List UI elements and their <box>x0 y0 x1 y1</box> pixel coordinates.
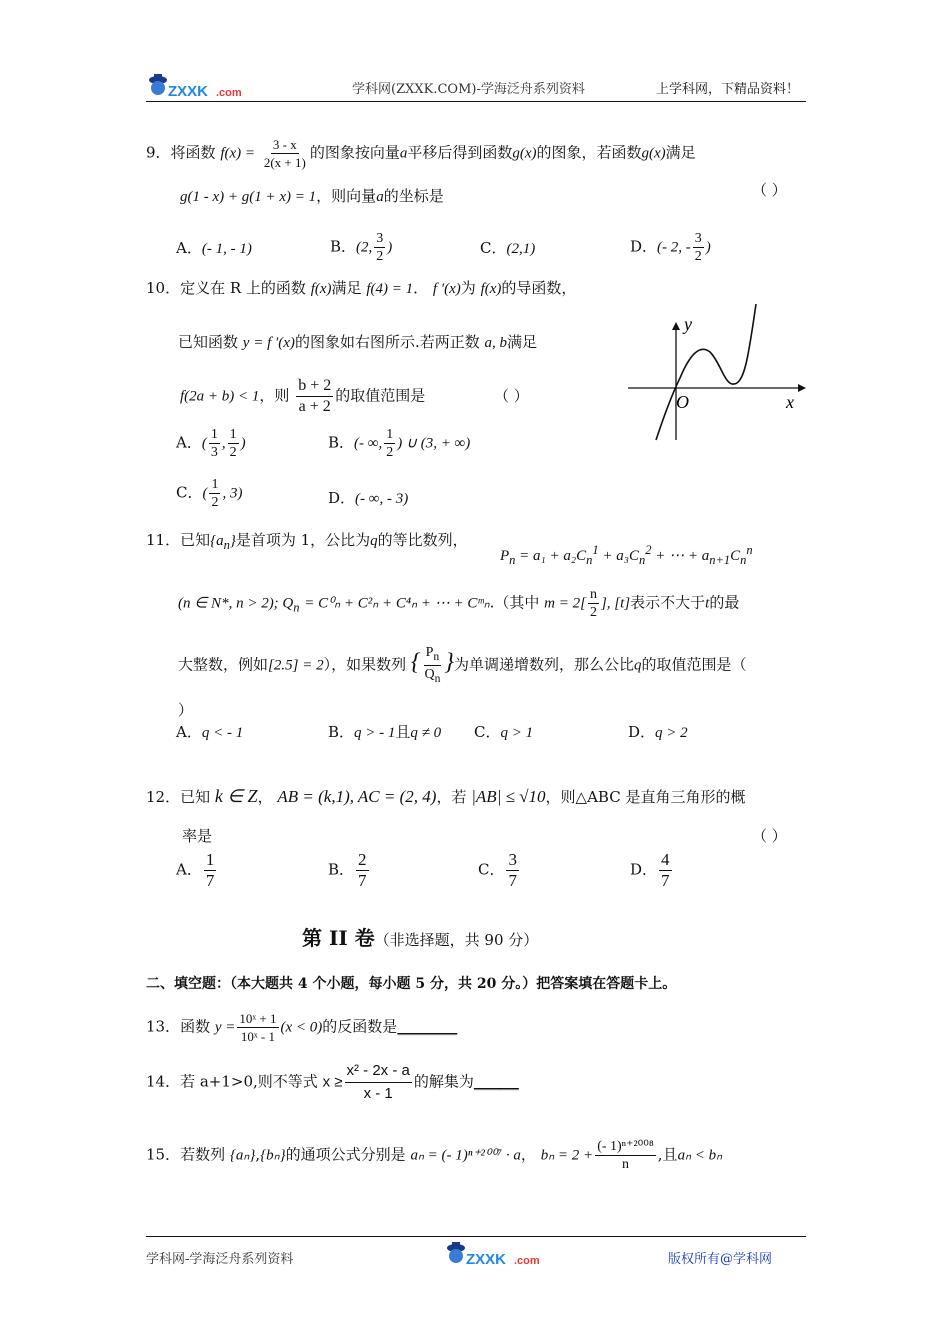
q12-vectors: AB = (k,1), AC = (2, 4) <box>277 787 437 806</box>
q14-x: x ≥ <box>322 1073 343 1091</box>
q10-a-post: ) <box>240 435 246 452</box>
q10-text1: 定义在 R 上的函数 <box>180 279 306 297</box>
y-axis-arrow-icon <box>672 322 680 330</box>
q10-b-label: B． <box>328 433 355 452</box>
q12-abs: |AB| ≤ √10 <box>471 787 546 806</box>
q13-den: 10ˣ - 1 <box>240 1029 276 1044</box>
q9-g: g(x) <box>512 145 537 162</box>
q11-l3q: q <box>634 657 642 674</box>
q11-l3num: P <box>425 645 434 660</box>
q11-an-close: } <box>229 533 236 549</box>
q10-f4: f(4) = 1 <box>366 281 414 297</box>
q9-condition: g(1 - x) + g(1 + x) = 1 <box>180 189 317 205</box>
q10-a-frac1 <box>209 426 220 461</box>
q11-l2n: n <box>589 587 597 602</box>
q11-l2e: ], [t] <box>600 595 631 612</box>
q9-d-label: D． <box>630 237 658 256</box>
q15-b-den: n <box>621 1157 629 1172</box>
q10-text4: 为 <box>460 279 476 297</box>
header-right: 上学科网，下精品资料！ <box>656 82 800 97</box>
q13-text2: 的反函数是 <box>322 1017 398 1036</box>
q9-answer-paren: （ ） <box>752 181 787 199</box>
question-14 <box>146 1060 519 1105</box>
q12-b-d: 7 <box>358 871 367 890</box>
q12-option-b <box>328 850 371 891</box>
q11-b-value: q > - 1 <box>354 725 396 741</box>
q12-d-d: 7 <box>661 871 670 890</box>
q11-option-a <box>176 722 243 743</box>
q9-text4: 的图象，若函数 <box>536 143 642 162</box>
q11-option-d <box>628 722 688 743</box>
footer-divider <box>146 1236 806 1237</box>
q12-d-frac <box>659 850 672 891</box>
question-12-line1 <box>146 786 745 807</box>
q12-c-n: 3 <box>508 850 517 869</box>
q15-text1: 若数列 <box>180 1145 226 1164</box>
q9-d-frac <box>693 230 704 265</box>
q9-frac-den: 2(x + 1) <box>263 155 306 170</box>
q11-l2c: .（其中 <box>489 593 540 612</box>
derivative-curve <box>656 304 756 440</box>
svg-text:.com: .com <box>514 1255 540 1267</box>
q10-text3: ． <box>413 279 429 297</box>
q14-fraction <box>345 1060 412 1105</box>
q11-pq-frac <box>422 644 442 687</box>
q12-option-a <box>176 850 218 891</box>
q14-text2: 的解集为 <box>413 1072 474 1091</box>
question-10-line1 <box>146 278 576 299</box>
q15-bn: {bₙ} <box>260 1147 286 1164</box>
q15-b-frac <box>595 1138 656 1173</box>
q12-option-d <box>630 850 674 891</box>
q11-l3e: 的取值范围是（ <box>641 655 747 674</box>
q10-a-d2: 2 <box>229 445 237 460</box>
q13-fraction <box>237 1010 278 1045</box>
q11-b-label: B． <box>328 723 355 741</box>
q11-c-value: q > 1 <box>500 725 534 741</box>
q9-a-value: (- 1, - 1) <box>201 241 252 257</box>
footer-right: 版权所有@学科网 <box>668 1252 773 1267</box>
q11-a-value: q < - 1 <box>201 725 244 741</box>
q11-text3: 的等比数列， <box>377 531 468 549</box>
q12-d-n: 4 <box>661 850 670 869</box>
q12-option-c <box>478 850 521 891</box>
q12-a-n: 1 <box>205 850 215 869</box>
q10-ab: a, b <box>484 335 507 351</box>
q11-brace-right: } <box>444 649 455 676</box>
question-10-line2 <box>178 332 537 353</box>
q13-number: 13． <box>146 1017 181 1036</box>
q13-cond: (x < 0) <box>280 1019 323 1036</box>
q9-d-post: ) <box>705 239 711 256</box>
header-divider <box>146 101 806 102</box>
q11-brace-left: { <box>410 649 421 676</box>
q9-frac-num: 3 - x <box>272 137 297 152</box>
q11-c-label: C． <box>474 723 501 741</box>
question-9-line1 <box>146 136 696 171</box>
q10-b-pre: (- ∞, <box>354 435 383 452</box>
q9-vector-a2: a <box>376 189 384 205</box>
q10-option-a <box>176 426 246 461</box>
q10-l3b: ，则 <box>259 386 290 405</box>
q11-l3d: 为单调递增数列，那么公比 <box>454 655 635 674</box>
q15-number: 15． <box>146 1145 181 1164</box>
q11-l2: (n ∈ N*, n > 2); Q <box>178 595 294 612</box>
q10-a-pre: ( <box>201 435 207 452</box>
q11-pn-formula: $P_n = a_1 + a_2C_n^1 + a_3C_n^2$ + ⋯ + $a_{n+1}C_n^n$ <box>500 543 753 567</box>
q9-a-label: A． <box>176 239 202 257</box>
question-12-line2: 率是 <box>182 827 213 845</box>
q10-l3c: 的取值范围是 <box>335 386 426 405</box>
svg-text:.com: .com <box>216 87 242 99</box>
q15-text2: 的通项公式分别是 <box>285 1145 406 1164</box>
q11-d-value: q > 2 <box>655 725 688 741</box>
q10-fx: f(x) <box>310 281 332 297</box>
section-2-title: 二、填空题：（本大题共 4 个小题，每小题 5 分，共 20 分。）把答案填在答题卡上。 <box>146 976 677 992</box>
q10-a-d1: 3 <box>210 445 218 460</box>
header-logo <box>146 70 250 102</box>
part-2-heading <box>302 922 538 951</box>
q9-b-pre: (2, <box>356 239 373 256</box>
q9-c-label: C． <box>480 239 507 257</box>
q11-pn: P <box>500 548 510 564</box>
q9-c-value: (2,1) <box>506 241 536 257</box>
q9-b-label: B． <box>330 237 357 256</box>
q10-number: 10． <box>146 279 181 297</box>
q10-c-d: 2 <box>211 495 219 510</box>
q10-d-value: (- ∞, - 3) <box>355 491 409 507</box>
q14-num: x² - 2x - a <box>345 1060 412 1083</box>
q12-text4: ，则△ABC 是直角三角形的概 <box>545 788 746 806</box>
q12-text1: 已知 <box>180 788 211 806</box>
header-center: 学科网(ZXXK.COM)-学海泛舟系列资料 <box>352 82 585 97</box>
q9-text6: ，则向量 <box>316 187 377 205</box>
footer-left: 学科网-学海泛舟系列资料 <box>146 1252 294 1267</box>
q15-text4: ,且 <box>657 1145 678 1164</box>
q9-vector-a: a <box>399 145 408 162</box>
q11-option-b <box>328 722 441 743</box>
q15-an: {aₙ} <box>229 1147 256 1164</box>
q10-option-d <box>328 488 408 509</box>
q9-text7: 的坐标是 <box>383 187 444 205</box>
q10-d-label: D． <box>328 489 356 507</box>
q9-option-b <box>330 230 392 265</box>
question-11-line1 <box>146 530 468 555</box>
q11-text1: 已知 <box>180 531 211 549</box>
q10-c-post: , 3) <box>222 485 243 502</box>
q12-b-frac <box>356 850 369 891</box>
q13-answer-blank[interactable]: ________ <box>397 1017 458 1036</box>
q10-c-label: C． <box>176 483 203 502</box>
question-10-line3 <box>180 376 425 417</box>
q15-b-num: (- 1)ⁿ⁺²⁰⁰⁸ <box>597 1139 654 1154</box>
q10-num: b + 2 <box>296 376 333 397</box>
q10-den: a + 2 <box>298 398 331 415</box>
q10-a-mid: , <box>221 435 226 452</box>
question-15 <box>146 1138 722 1173</box>
q11-l3den: Q <box>424 666 435 682</box>
q9-option-d <box>630 230 711 265</box>
q10-a-n1: 1 <box>210 427 218 442</box>
q9-b-post: ) <box>387 239 393 256</box>
q12-c-frac <box>506 850 519 891</box>
q10-c-frac <box>209 476 220 511</box>
graph-y-label: y <box>684 314 692 334</box>
q13-text1: 函数 <box>180 1017 211 1036</box>
q12-a-label: A． <box>176 860 202 879</box>
q11-l2f: 表示不大于 <box>630 593 706 612</box>
q11-b-value2: q ≠ 0 <box>410 725 442 741</box>
q10-a-n2: 1 <box>229 427 237 442</box>
q12-number: 12． <box>146 788 181 806</box>
q10-l2a: 已知函数 <box>178 333 239 351</box>
q11-pn-rest: = a₁ + a₂C <box>519 548 587 564</box>
q9-fraction <box>262 136 308 171</box>
q10-option-b <box>328 426 470 461</box>
q12-b-n: 2 <box>358 850 367 869</box>
part2-title: 第 II 卷 <box>302 926 375 950</box>
q11-an-a: {a <box>210 533 224 549</box>
graph-origin-label: O <box>676 392 689 412</box>
q9-text2: 的图象按向量 <box>309 143 400 162</box>
q10-derivative-graph <box>626 304 806 444</box>
q12-a-d: 7 <box>205 871 215 890</box>
q14-den: x - 1 <box>363 1085 393 1102</box>
q10-text2: 满足 <box>331 279 362 297</box>
q11-l2d: m = 2[ <box>544 595 586 612</box>
q10-answer-paren: （ ） <box>494 387 529 405</box>
zxxk-logo-icon <box>146 70 250 102</box>
q11-l3a: 大整数，例如 <box>178 655 269 674</box>
q9-function: f(x) = <box>220 145 256 162</box>
q12-text2: ， <box>257 788 273 806</box>
q10-a-label: A． <box>176 433 202 452</box>
q10-fx2: f(x) <box>480 281 502 297</box>
q11-pq-den: $Q_n$ <box>424 666 441 685</box>
q12-k: k ∈ Z <box>214 786 258 806</box>
q11-option-c <box>474 722 533 743</box>
q11-b-and: 且 <box>395 723 411 741</box>
q11-an-sub: n <box>223 538 230 552</box>
q9-text: 将函数 <box>170 143 216 162</box>
q10-l2b: y = f ′(x) <box>242 335 295 351</box>
q11-pn-tail2: + ⋯ + a <box>655 548 710 564</box>
q9-b-den: 2 <box>376 249 384 264</box>
q12-c-label: C． <box>478 860 505 879</box>
q12-c-d: 7 <box>508 871 517 890</box>
q10-text5: 的导函数， <box>501 279 577 297</box>
zxxk-footer-logo-icon <box>444 1238 548 1270</box>
q11-l2dn: 2 <box>589 605 597 620</box>
q15-comma: , <box>255 1145 261 1164</box>
q9-text5: 满足 <box>665 143 696 162</box>
q14-number: 14． <box>146 1072 181 1091</box>
q15-ineq: aₙ < bₙ <box>677 1147 723 1164</box>
q10-b-d: 2 <box>386 445 394 460</box>
q12-a-frac <box>204 850 217 891</box>
q11-n-half <box>588 586 599 621</box>
q10-l2c: 的图象如右图所示.若两正数 <box>294 333 480 351</box>
q10-l3a: f(2a + b) < 1 <box>180 388 260 405</box>
svg-text:ZXXK: ZXXK <box>466 1251 507 1268</box>
q11-text2: 是首项为 1，公比为 <box>235 531 371 549</box>
q13-num: 10ˣ + 1 <box>239 1011 277 1026</box>
q9-g2: g(x) <box>641 145 666 162</box>
q10-c-n: 1 <box>211 477 219 492</box>
q11-pq-num: $P_n$ <box>424 644 442 666</box>
q9-text3: 平移后得到函数 <box>407 143 513 162</box>
q11-l3b: [2.5] = 2 <box>268 657 324 674</box>
graph-x-label: x <box>786 392 794 412</box>
part2-sub: （非选择题，共 90 分） <box>374 931 539 949</box>
q12-text3: ，若 <box>436 788 467 806</box>
q9-d-num: 3 <box>694 231 702 246</box>
q9-option-c <box>480 238 535 259</box>
q11-an <box>210 533 236 552</box>
q11-q: q <box>370 533 378 549</box>
q12-answer-paren: （ ） <box>752 827 787 845</box>
q11-close-paren: ） <box>178 701 194 719</box>
question-9-line2 <box>180 186 444 207</box>
q9-b-frac <box>374 230 385 265</box>
q11-d-label: D． <box>628 723 656 741</box>
q10-b-frac <box>384 426 395 461</box>
question-11-line3 <box>178 644 747 687</box>
q9-option-a <box>176 238 252 259</box>
question-13 <box>146 1010 457 1045</box>
q10-l2d: 满足 <box>507 333 538 351</box>
q10-fpx: f ′(x) <box>432 281 461 297</box>
q12-b-label: B． <box>328 860 355 879</box>
q11-l2t: t <box>705 595 710 612</box>
q10-c-pre: ( <box>202 485 208 502</box>
q11-pn-tail: + a₃C <box>602 548 639 564</box>
q11-a-label: A． <box>176 723 202 741</box>
q14-answer-blank[interactable]: ______ <box>473 1072 519 1091</box>
q10-b-n: 1 <box>386 427 394 442</box>
q11-l3c: ），如果数列 <box>323 655 407 674</box>
q9-number: 9． <box>146 143 171 162</box>
q10-b-post: ) ∪ (3, + ∞) <box>397 435 471 452</box>
footer-logo <box>444 1238 548 1270</box>
q9-d-den: 2 <box>694 249 702 264</box>
q12-d-label: D． <box>630 860 658 879</box>
x-axis-arrow-icon <box>798 384 806 392</box>
q10-a-frac2 <box>228 426 239 461</box>
q11-l2g: 的最 <box>709 593 740 612</box>
q14-text1: 若 a+1>0,则不等式 <box>180 1072 318 1091</box>
q15-a-formula: aₙ = (- 1)ⁿ⁺²⁰⁰⁷ · a <box>410 1147 521 1164</box>
q10-option-c <box>176 476 242 511</box>
q10-fraction <box>296 376 333 417</box>
q9-d-pre: (- 2, - <box>657 239 691 256</box>
q15-b-pre: bₙ = 2 + <box>540 1147 594 1164</box>
q11-number: 11． <box>146 531 181 549</box>
q15-text3: ， <box>520 1145 536 1164</box>
svg-text:ZXXK: ZXXK <box>168 83 209 100</box>
q11-l2b: = C⁰ₙ + C²ₙ + C⁴ₙ + ⋯ + Cᵐₙ <box>304 595 490 612</box>
q11-pn-tail3: C <box>730 548 741 564</box>
question-11-line2: (n ∈ N*, n > 2); $Q_n = C^0_n + C^2_n + C^4_n$ + ⋯ + Cᵐₙ.（其中 m = 2[ $\frac{n}{2}$ ], [t]表示不大于t的最 <box>178 587 740 620</box>
q13-y: y = <box>214 1019 236 1036</box>
q9-b-num: 3 <box>376 231 384 246</box>
